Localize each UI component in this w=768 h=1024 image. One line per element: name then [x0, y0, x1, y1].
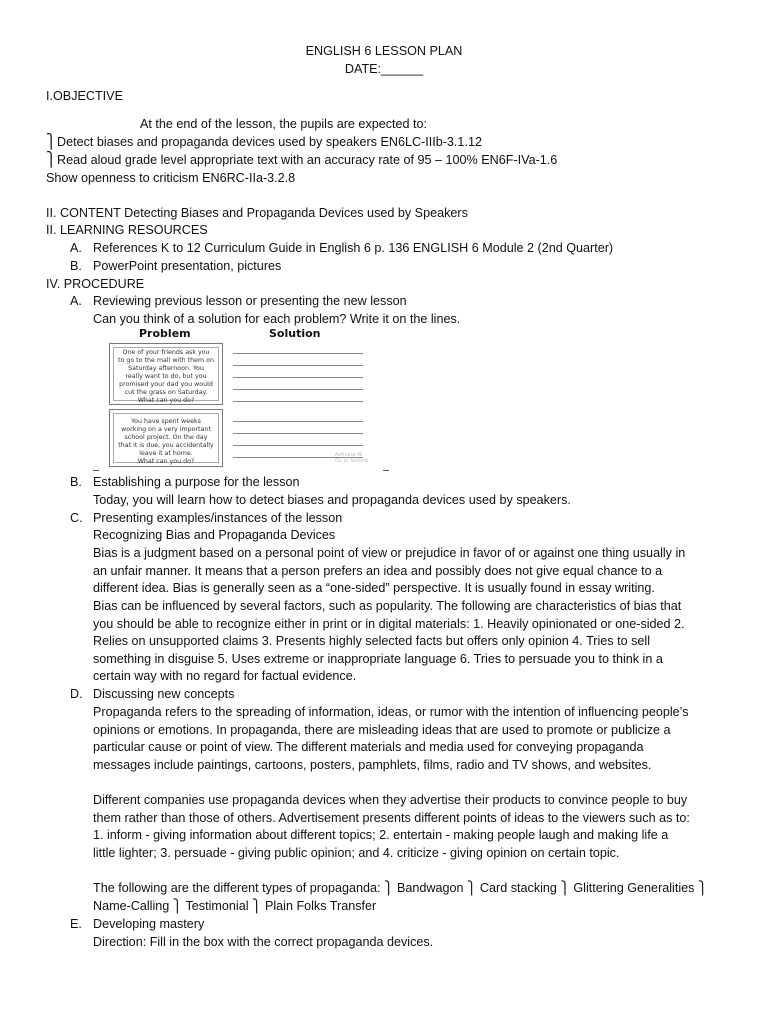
problem-box-2: You have spent weeks working on a very important school project. On the day that it is due, you accidentally leave it at home. What can you do?	[109, 409, 223, 467]
procedure-a-title: Reviewing previous lesson or presenting the new lesson	[93, 294, 407, 308]
procedure-marker-c: C.	[70, 511, 83, 525]
procedure-d-title: Discussing new concepts	[93, 687, 235, 701]
propaganda-types-line-1: The following are the different types of propaganda: ⎫ Bandwagon ⎫ Card stacking ⎫ Glittering Generalities ⎫	[93, 881, 708, 895]
procedure-b-title: Establishing a purpose for the lesson	[93, 475, 300, 489]
procedure-marker-a: A.	[70, 294, 82, 308]
solution-line	[233, 433, 363, 434]
solution-line	[233, 377, 363, 378]
content-line: II. CONTENT Detecting Biases and Propaganda Devices used by Speakers	[46, 206, 468, 220]
resource-marker-b: B.	[70, 259, 82, 273]
objective-item-3: Show openness to criticism EN6RC-IIa-3.2.8	[46, 171, 296, 185]
procedure-e-text: Direction: Fill in the box with the correct propaganda devices.	[93, 935, 434, 949]
document-title: ENGLISH 6 LESSON PLAN	[305, 44, 463, 58]
procedure-marker-d: D.	[70, 687, 83, 701]
resource-marker-a: A.	[70, 241, 82, 255]
worksheet-problem-header: Problem	[139, 327, 191, 340]
procedure-a-prompt: Can you think of a solution for each problem? Write it on the lines.	[93, 312, 461, 326]
bracket-bullet-icon: ⎫	[46, 151, 57, 167]
resource-item-b: PowerPoint presentation, pictures	[93, 259, 282, 273]
solution-line	[233, 389, 363, 390]
objective-heading: I.OBJECTIVE	[46, 89, 123, 103]
bracket-bullet-icon: ⎫	[46, 133, 57, 149]
problem-solution-worksheet	[93, 327, 393, 473]
propaganda-definition-paragraph: Propaganda refers to the spreading of information, ideas, or rumor with the intention of influencing people’s opinions or emotions. In propaganda, there are misleading ideas that are used to promote or publicize a particular cause or point of view. The different materials and media used for conveying propaganda messages include paintings, cartoons, posters, pamphlets, films, radio and TV shows, and websites.	[93, 705, 689, 772]
solution-line	[233, 421, 363, 422]
objective-item-1: ⎫Detect biases and propaganda devices used by speakers EN6LC-IIIb-3.1.12	[46, 133, 482, 149]
image-edge-mark	[383, 470, 389, 471]
date-line: DATE:______	[344, 62, 424, 76]
solution-line	[233, 445, 363, 446]
problem-box-1: One of your friends ask you to go to the mall with them on Saturday afternoon. You really want to do, but you promised your dad you would cut the grass on Saturday. What can you do?	[109, 343, 223, 405]
resource-item-a: References K to 12 Curriculum Guide in English 6 p. 136 ENGLISH 6 Module 2 (2nd Quarter)	[93, 241, 614, 255]
advertisement-paragraph: Different companies use propaganda devices when they advertise their products to convince people to buy them rather than those of others. Advertisement presents different points of ideas to the viewers such as to: 1. inform - giving information about different topics; 2. entertain - making people laugh and making life a little lighter; 3. persuade - giving public opinion; and 4. criticize - giving opinion on certain topic.	[93, 793, 690, 860]
procedure-marker-e: E.	[70, 917, 82, 931]
propaganda-types-line-2: Name-Calling ⎫ Testimonial ⎫ Plain Folks Transfer	[93, 899, 377, 913]
resources-heading: II. LEARNING RESOURCES	[46, 223, 208, 237]
procedure-c-title: Presenting examples/instances of the lesson	[93, 511, 343, 525]
procedure-c-subtitle: Recognizing Bias and Propaganda Devices	[93, 528, 336, 542]
objective-intro: At the end of the lesson, the pupils are expected to:	[140, 117, 428, 131]
procedure-b-text: Today, you will learn how to detect biases and propaganda devices used by speakers.	[93, 493, 571, 507]
procedure-heading: IV. PROCEDURE	[46, 277, 145, 291]
bias-characteristics-paragraph: Bias can be influenced by several factors, such as popularity. The following are characteristics of bias that you should be able to recognize either in print or in digital materials: 1. Heavily opinionated or one-sided 2. Relies on unsupported claims 3. Presents highly selected facts but offers only opinion 4. Tries to sell something in disguise 5. Uses extreme or inappropriate language 6. Tries to persuade you to think in a certain way with no regard for factual evidence.	[93, 599, 685, 684]
procedure-marker-b: B.	[70, 475, 82, 489]
solution-line	[233, 401, 363, 402]
solution-line	[233, 353, 363, 354]
bias-definition-paragraph: Bias is a judgment based on a personal point of view or prejudice in favor of or against one thing usually in an unfair manner. It means that a person prefers an idea and possibly does not give equal chance to a different idea. Bias is generally seen as a “one-sided” perspective. It is usually found in essay writing.	[93, 546, 686, 596]
watermark-text: Activate W Go to Setting	[335, 452, 369, 464]
procedure-e-title: Developing mastery	[93, 917, 205, 931]
worksheet-solution-header: Solution	[269, 327, 321, 340]
objective-item-2: ⎫Read aloud grade level appropriate text with an accuracy rate of 95 – 100% EN6F-IVa-1.6	[46, 151, 558, 167]
solution-line	[233, 365, 363, 366]
image-edge-mark	[93, 470, 99, 471]
